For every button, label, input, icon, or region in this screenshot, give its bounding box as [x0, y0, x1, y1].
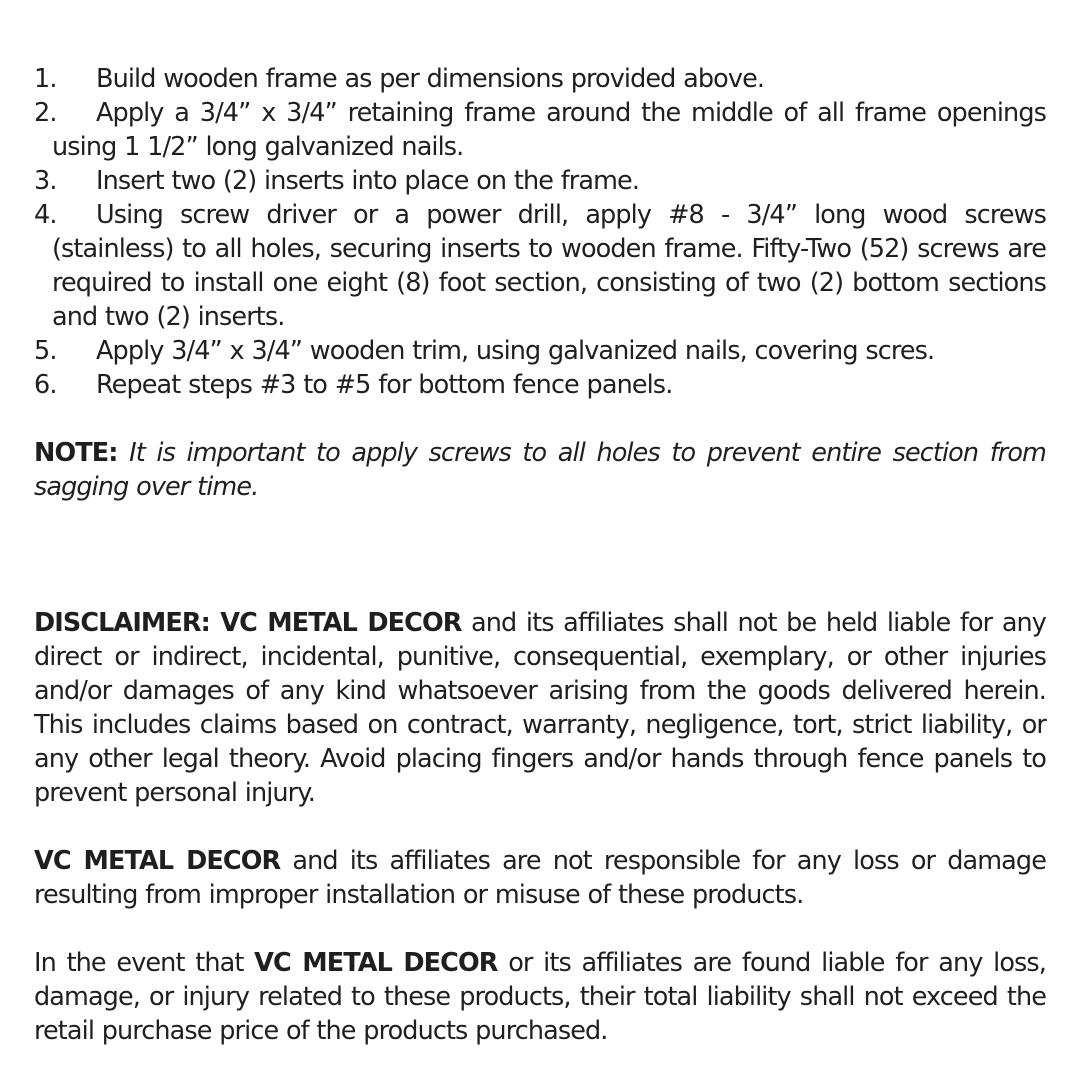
- step-text: Using screw driver or a power drill, apply #8 - 3/4” long wood screws (stainless) to all holes, securing inserts to wooden frame. Fifty-Two (52) screws are required to install one eight (8) foot section, consisting of two (2) bottom sections and two (2) inserts.: [52, 200, 1046, 332]
- note-text: It is important to apply screws to all holes to prevent entire section from sagging over time.: [34, 438, 1046, 502]
- note-label: NOTE:: [34, 438, 118, 468]
- company-name: VC METAL DECOR: [34, 846, 281, 876]
- step-number: 4.: [34, 200, 57, 230]
- step-6: [34, 368, 1046, 402]
- liability-prefix: In the event that: [34, 948, 255, 978]
- step-1: [34, 62, 1046, 96]
- step-number: 1.: [34, 64, 57, 94]
- step-number: 5.: [34, 336, 57, 366]
- step-4: [34, 198, 1046, 334]
- step-text: Apply 3/4” x 3/4” wooden trim, using galvanized nails, covering scres.: [96, 336, 935, 366]
- step-text: Build wooden frame as per dimensions provided above.: [96, 64, 765, 94]
- step-2: [34, 96, 1046, 164]
- step-text: Repeat steps #3 to #5 for bottom fence panels.: [96, 370, 673, 400]
- installation-steps: [34, 62, 1046, 402]
- step-number: 2.: [34, 98, 57, 128]
- disclaimer-text: and its affiliates shall not be held liable for any direct or indirect, incidental, punitive, consequential, exemplary, or other injuries and/or damages of any kind whatsoever arising from the goods delivered herein. This includes claims based on contract, warranty, negligence, tort, strict liability, or any other legal theory. Avoid placing fingers and/or hands through fence panels to prevent personal injury.: [34, 608, 1046, 808]
- step-number: 6.: [34, 370, 57, 400]
- liability-text: or its affiliates are found liable for any loss, damage, or injury related to these products, their total liability shall not exceed the retail purchase price of the products purchased.: [34, 948, 1046, 1046]
- installation-document: [34, 62, 1046, 1048]
- disclaimer-paragraph: [34, 606, 1046, 810]
- company-name: VC METAL DECOR: [254, 948, 498, 978]
- step-text: Insert two (2) inserts into place on the frame.: [96, 166, 640, 196]
- responsibility-text: and its affiliates are not responsible for any loss or damage resulting from improper installation or misuse of these products.: [34, 846, 1046, 910]
- responsibility-paragraph: [34, 844, 1046, 912]
- step-3: [34, 164, 1046, 198]
- step-text: Apply a 3/4” x 3/4” retaining frame around the middle of all frame openings using 1 1/2” long galvanized nails.: [52, 98, 1046, 162]
- disclaimer-label: DISCLAIMER: VC METAL DECOR: [34, 608, 462, 638]
- liability-paragraph: [34, 946, 1046, 1048]
- step-number: 3.: [34, 166, 57, 196]
- note-paragraph: [34, 436, 1046, 504]
- step-5: [34, 334, 1046, 368]
